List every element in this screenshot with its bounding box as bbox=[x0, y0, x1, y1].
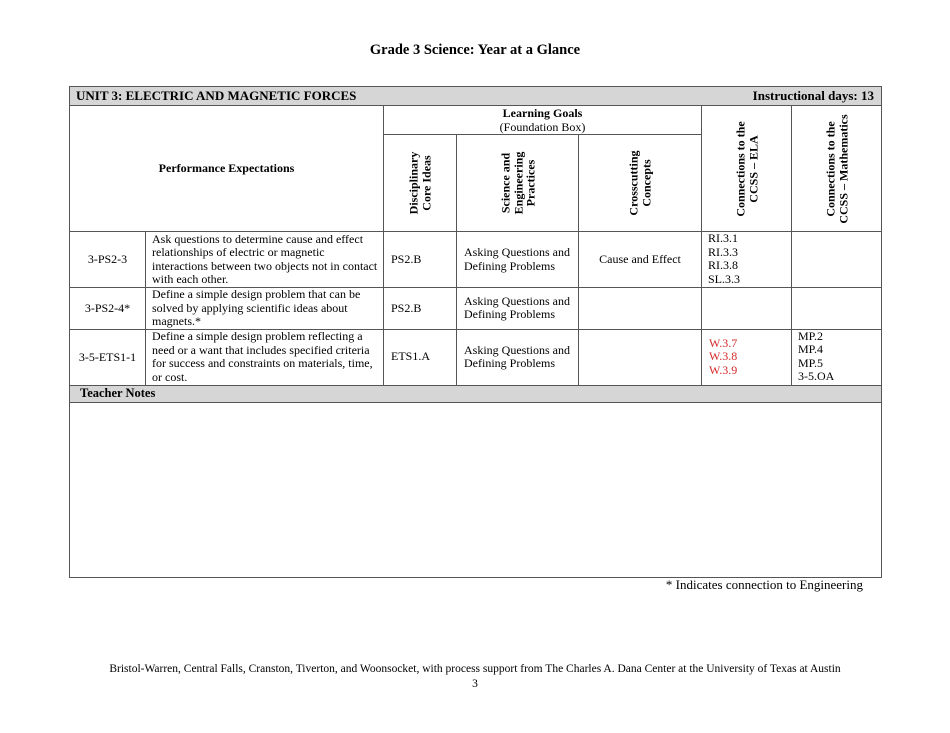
learning-goals-label: Learning Goals bbox=[502, 106, 583, 120]
learning-goals-header bbox=[384, 106, 702, 135]
cc-value bbox=[579, 288, 702, 330]
sep-header bbox=[457, 135, 579, 232]
cc-header-line: Concepts bbox=[639, 159, 653, 207]
math-standard: MP.4 bbox=[798, 342, 824, 356]
math-list bbox=[792, 288, 882, 330]
ela-list bbox=[702, 232, 792, 288]
dci-header-line: Disciplinary bbox=[406, 151, 421, 215]
ela-standard: W.3.9 bbox=[709, 362, 738, 377]
pe-description: Define a simple design problem reflecting a need or a want that includes specified criteria for success and constraints on materials, time, or cost. bbox=[146, 329, 384, 385]
math-header bbox=[792, 106, 882, 232]
sep-header-line: Engineering bbox=[510, 151, 525, 215]
pe-code: 3-PS2-4* bbox=[70, 288, 146, 330]
pe-description: Define a simple design problem that can be solved by applying scientific ideas about magnets.* bbox=[146, 288, 384, 330]
pe-code: 3-PS2-3 bbox=[70, 232, 146, 288]
math-standard: MP.2 bbox=[798, 328, 824, 343]
pe-description: Ask questions to determine cause and effect relationships of electric or magnetic interactions between two objects not in contact with each other. bbox=[146, 232, 384, 288]
ela-header bbox=[702, 106, 792, 232]
teacher-notes-area bbox=[70, 402, 882, 577]
ela-standard: RI.3.1 bbox=[708, 231, 738, 245]
sep-value: Asking Questions and Defining Problems bbox=[457, 329, 579, 385]
table-row bbox=[70, 288, 882, 330]
sep-value: Asking Questions and Defining Problems bbox=[457, 288, 579, 330]
ela-standard: SL.3.3 bbox=[708, 271, 741, 286]
footer-credits: Bristol-Warren, Central Falls, Cranston, Tiverton, and Woonsocket, with process support from The Charles A. Dana Center at the University of Texas at Austin bbox=[109, 663, 841, 675]
math-list bbox=[792, 232, 882, 288]
dci-header bbox=[384, 135, 457, 232]
math-standard: 3-5.OA bbox=[798, 369, 835, 383]
cc-header-line: Crosscutting bbox=[626, 150, 641, 216]
engineering-footnote: * Indicates connection to Engineering bbox=[665, 577, 863, 592]
ela-list bbox=[702, 329, 792, 385]
sep-header-line: Practices bbox=[522, 159, 537, 207]
sep-value: Asking Questions and Defining Problems bbox=[457, 232, 579, 288]
performance-expectations-header: Performance Expectations bbox=[70, 106, 384, 232]
math-list bbox=[792, 329, 882, 385]
pe-code: 3-5-ETS1-1 bbox=[70, 329, 146, 385]
ela-standard: RI.3.8 bbox=[708, 258, 738, 272]
dci-value: ETS1.A bbox=[384, 329, 457, 385]
math-header-line: Connections to the bbox=[823, 120, 837, 217]
cc-value: Cause and Effect bbox=[579, 232, 702, 288]
cc-header bbox=[579, 135, 702, 232]
ela-standard: RI.3.3 bbox=[708, 244, 738, 259]
ela-header-line: CCSS – ELA bbox=[745, 134, 760, 203]
footer bbox=[0, 662, 950, 692]
dci-value: PS2.B bbox=[384, 232, 457, 288]
foundation-box-label: (Foundation Box) bbox=[499, 120, 586, 134]
table-row bbox=[70, 329, 882, 385]
instructional-days: Instructional days: 13 bbox=[752, 88, 875, 103]
page-number: 3 bbox=[472, 678, 478, 690]
ela-header-line: Connections to the bbox=[733, 120, 747, 217]
sep-header-line: Science and bbox=[497, 152, 512, 214]
unit-table bbox=[69, 86, 882, 578]
ela-list bbox=[702, 288, 792, 330]
unit-name: UNIT 3: ELECTRIC AND MAGNETIC FORCES bbox=[76, 88, 357, 103]
cc-value bbox=[579, 329, 702, 385]
ela-standard: W.3.7 bbox=[709, 335, 738, 350]
unit-header-bar bbox=[70, 87, 882, 106]
dci-value: PS2.B bbox=[384, 288, 457, 330]
table-row bbox=[70, 232, 882, 288]
math-header-line: CCSS – Mathematics bbox=[835, 113, 850, 224]
dci-header-line: Core Ideas bbox=[419, 155, 433, 211]
teacher-notes-header: Teacher Notes bbox=[70, 385, 882, 402]
math-standard: MP.5 bbox=[798, 355, 824, 370]
page-title: Grade 3 Science: Year at a Glance bbox=[369, 42, 581, 58]
ela-standard: W.3.8 bbox=[709, 349, 738, 364]
